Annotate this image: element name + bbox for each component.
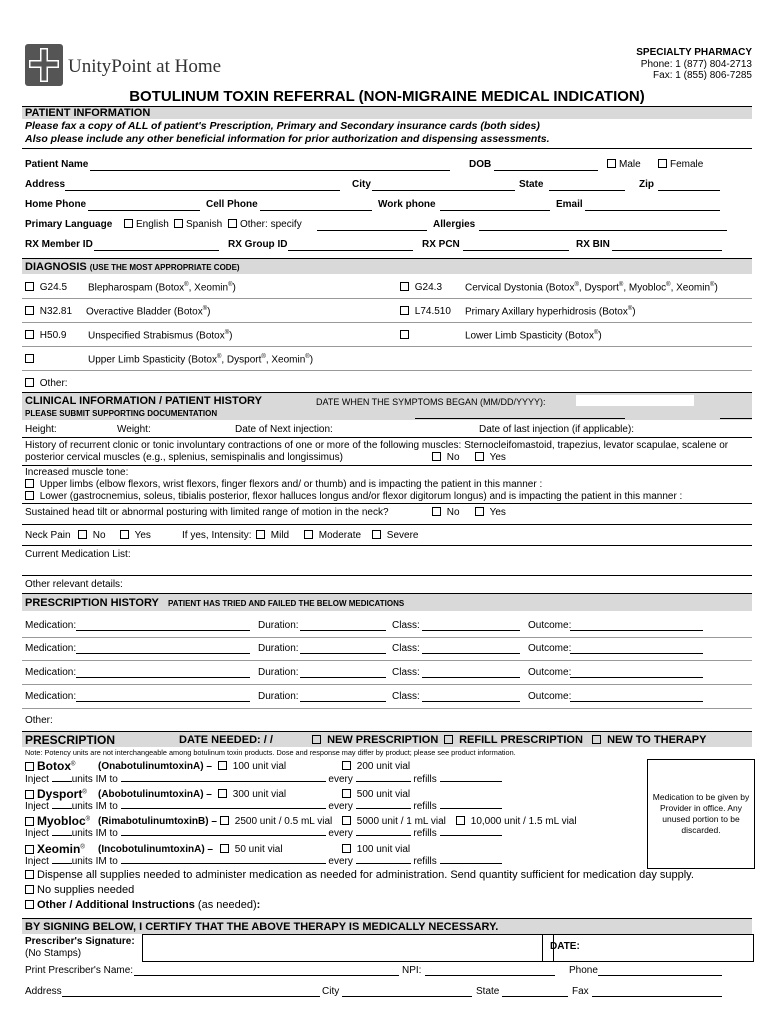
new-therapy-checkbox[interactable] (592, 735, 601, 744)
history-duration-field[interactable] (300, 653, 386, 654)
other-language-checkbox[interactable] (228, 219, 237, 228)
diagnosis-title: DIAGNOSIS (25, 261, 87, 273)
last-injection-label: Date of last injection (if applicable): (479, 424, 635, 435)
xeomin-50-checkbox[interactable] (220, 844, 229, 853)
xeomin-generic: (IncobotulinumtoxinA) – (98, 844, 213, 855)
history-class-field[interactable] (422, 630, 520, 631)
male-label: Male (619, 159, 641, 170)
form-title: BOTULINUM TOXIN REFERRAL (NON-MIGRAINE MEDICAL INDICATION) (129, 88, 645, 105)
dispense-option[interactable]: Dispense all supplies needed to administer medication as needed for administration. Send quantity sufficient for medication day supply. (25, 869, 694, 881)
no-stamps-label: (No Stamps) (25, 948, 82, 959)
female-option[interactable] (658, 159, 703, 170)
primary-language-label: Primary Language (25, 219, 113, 230)
xeomin-100-checkbox[interactable] (342, 844, 351, 853)
print-name-field[interactable] (134, 975, 399, 976)
spanish-option[interactable] (174, 219, 222, 230)
dysport-checkbox[interactable] (25, 790, 34, 799)
history-text-2: posterior cervical muscles (e.g., splenius, semispinalis and longissimus) (25, 452, 343, 463)
dob-field[interactable] (494, 170, 598, 171)
mild-checkbox[interactable] (256, 530, 265, 539)
male-checkbox[interactable] (607, 159, 616, 168)
prescriber-phone-label: Phone (569, 965, 598, 976)
l74510-code: L74.510 (414, 306, 451, 317)
lower-limbs-checkbox[interactable] (25, 491, 34, 500)
rx-pcn-label: RX PCN (422, 239, 460, 250)
prescriber-fax-field[interactable] (592, 996, 722, 997)
moderate-option[interactable]: Moderate (304, 530, 361, 541)
other-language-field[interactable] (317, 230, 427, 231)
botox-checkbox[interactable] (25, 762, 34, 771)
h509-checkbox[interactable] (25, 330, 34, 339)
diag-other-label: Other: (39, 378, 68, 389)
spanish-checkbox[interactable] (174, 219, 183, 228)
female-checkbox[interactable] (658, 159, 667, 168)
diag-g245[interactable] (25, 282, 67, 293)
history-other-label: Other: (25, 715, 53, 726)
lower-limb-checkbox[interactable] (400, 330, 409, 339)
cell-phone-field[interactable] (260, 210, 372, 211)
xeomin-50-option[interactable]: 50 unit vial (220, 844, 283, 855)
h509-desc: Unspecified Strabismus (Botox®) (88, 330, 233, 342)
botox-200-option[interactable]: 200 unit vial (342, 761, 410, 772)
no-supplies-checkbox[interactable] (25, 885, 34, 894)
dysport-500-option[interactable]: 500 unit vial (342, 789, 410, 800)
intensity-label: If yes, Intensity: (182, 530, 252, 541)
other-language-option[interactable] (228, 219, 302, 230)
female-label: Female (670, 159, 704, 170)
potency-note: Note: Potency units are not interchangeable among botulinum toxin products. Dose and response may differ by product; please see product information. (25, 748, 516, 757)
botox-100-option[interactable]: 100 unit vial (218, 761, 286, 772)
diag-g243[interactable] (400, 282, 442, 293)
home-phone-label: Home Phone (25, 199, 87, 210)
state-label: State (519, 179, 544, 190)
dysport-generic: (AbobotulinumtoxinA) – (98, 789, 212, 800)
tilt-yes-checkbox[interactable] (475, 507, 484, 516)
rx-history-note: PATIENT HAS TRIED AND FAILED THE BELOW MEDICATIONS (168, 599, 405, 608)
lower-limbs-option[interactable]: Lower (gastrocnemius, soleus, tibialis posterior, flexor halluces longus and/or flexor digitorum longus) and is impacting the patient in this manner : (25, 491, 682, 502)
pharmacy-fax: Fax: 1 (855) 806-7285 (653, 70, 752, 81)
symptoms-date-field[interactable] (576, 395, 694, 406)
n3281-code: N32.81 (39, 306, 73, 317)
no-supplies-option[interactable]: No supplies needed (25, 884, 134, 896)
history-duration-field[interactable] (300, 677, 386, 678)
state-field[interactable] (549, 190, 625, 191)
rx-bin-label: RX BIN (576, 239, 610, 250)
height-label: Height: (25, 424, 57, 435)
mild-option[interactable]: Mild (256, 530, 289, 541)
myobloc-option[interactable]: Myobloc® (25, 814, 90, 828)
clinical-title: CLINICAL INFORMATION / PATIENT HISTORY (25, 395, 262, 407)
history-yes-checkbox[interactable] (475, 452, 484, 461)
history-class-field[interactable] (422, 701, 520, 702)
npi-field[interactable] (425, 975, 555, 976)
prescriber-address-label: Address (25, 986, 62, 997)
l74510-desc: Primary Axillary hyperhidrosis (Botox®) (465, 306, 636, 318)
prescription-title: PRESCRIPTION (25, 733, 116, 747)
neck-no-checkbox[interactable] (78, 530, 87, 539)
symptoms-date-label: DATE WHEN THE SYMPTOMS BEGAN (MM/DD/YYYY): (316, 397, 546, 407)
rx-history-header (22, 593, 752, 611)
myobloc-5000-option[interactable]: 5000 unit / 1 mL vial (342, 816, 446, 827)
rx-group-id-field[interactable] (288, 250, 413, 251)
cell-phone-label: Cell Phone (206, 199, 258, 210)
dob-label: DOB (469, 159, 492, 170)
neck-yes[interactable]: Yes (120, 530, 151, 541)
rx-member-id-label: RX Member ID (25, 239, 93, 250)
g243-checkbox[interactable] (400, 282, 409, 291)
prescriber-city-label: City (322, 986, 340, 997)
g243-code: G24.3 (414, 282, 443, 293)
myobloc-generic: (RimabotulinumtoxinB) – (98, 816, 217, 827)
l74510-checkbox[interactable] (400, 306, 409, 315)
moderate-checkbox[interactable] (304, 530, 313, 539)
pharmacy-contact (636, 47, 752, 82)
prescriber-address-field[interactable] (62, 996, 320, 997)
npi-label: NPI: (402, 965, 422, 976)
new-rx-checkbox[interactable] (312, 735, 321, 744)
upper-limb-desc: Upper Limb Spasticity (Botox®, Dysport®, Xeomin®) (88, 354, 314, 366)
neck-pain-label: Neck Pain (25, 530, 71, 541)
dysport-300-option[interactable]: 300 unit vial (218, 789, 286, 800)
botox-100-checkbox[interactable] (218, 761, 227, 770)
n3281-desc: Overactive Bladder (Botox®) (86, 306, 211, 318)
next-injection-label: Date of Next injection: (235, 424, 333, 435)
botox-inject-row: Inject units IM to every refills (25, 774, 502, 785)
allergies-label: Allergies (433, 219, 476, 230)
diag-h509[interactable] (25, 330, 66, 341)
tilt-no-checkbox[interactable] (432, 507, 441, 516)
history-medication-field[interactable] (76, 653, 250, 654)
spanish-label: Spanish (186, 219, 223, 230)
sig-date-label: DATE: (550, 941, 580, 952)
home-phone-field[interactable] (88, 210, 200, 211)
increased-tone-label: Increased muscle tone: (25, 467, 129, 478)
g245-code: G24.5 (39, 282, 68, 293)
prescriber-phone-field[interactable] (598, 975, 722, 976)
unitypoint-logo-icon (25, 44, 63, 86)
history-duration-field[interactable] (300, 630, 386, 631)
history-duration-field[interactable] (300, 701, 386, 702)
diag-l74510[interactable] (400, 306, 451, 317)
neck-yes-checkbox[interactable] (120, 530, 129, 539)
diag-other[interactable] (25, 378, 68, 389)
refill-rx-option[interactable]: REFILL PRESCRIPTION (444, 732, 583, 748)
pharmacy-phone: Phone: 1 (877) 804-2713 (640, 58, 752, 70)
history-medication-field[interactable] (76, 630, 250, 631)
xeomin-inject-row: Inject units IM to every refills (25, 856, 502, 867)
history-medication-field[interactable] (76, 677, 250, 678)
certify-header: BY SIGNING BELOW, I CERTIFY THAT THE ABOVE THERAPY IS MEDICALLY NECESSARY. (22, 918, 752, 934)
diag-upper-limb[interactable] (25, 354, 37, 365)
date-needed-label: DATE NEEDED: / / (179, 734, 273, 746)
botox-generic: (OnabotulinumtoxinA) – (98, 761, 212, 772)
myobloc-10000-checkbox[interactable] (456, 816, 465, 825)
other-instructions-option[interactable]: Other / Additional Instructions (as needed): (25, 899, 260, 911)
rx-bin-field[interactable] (612, 250, 722, 251)
tilt-no[interactable]: No (432, 507, 460, 518)
signature-field[interactable] (142, 934, 554, 962)
upper-limbs-option[interactable]: Upper limbs (elbow flexors, wrist flexors, finger flexors and/ or thumb) and is impacting the patient in this manner : (25, 479, 542, 490)
botox-200-checkbox[interactable] (342, 761, 351, 770)
new-therapy-option[interactable]: NEW TO THERAPY (592, 732, 706, 748)
g243-desc: Cervical Dystonia (Botox®, Dysport®, Myobloc®, Xeomin®) (465, 282, 718, 294)
work-phone-field[interactable] (440, 210, 550, 211)
city-label: City (352, 179, 371, 190)
g245-checkbox[interactable] (25, 282, 34, 291)
prescriber-fax-label: Fax (572, 986, 589, 997)
rx-pcn-field[interactable] (463, 250, 569, 251)
myobloc-10000-option[interactable]: 10,000 unit / 1.5 mL vial (456, 816, 577, 827)
english-checkbox[interactable] (124, 219, 133, 228)
english-label: English (136, 219, 169, 230)
prescription-header (22, 731, 752, 747)
english-option[interactable] (124, 219, 169, 230)
xeomin-option[interactable]: Xeomin® (25, 842, 85, 856)
myobloc-checkbox[interactable] (25, 817, 34, 826)
prescriber-city-field[interactable] (342, 996, 472, 997)
dysport-inject-row: Inject units IM to every refills (25, 801, 502, 812)
n3281-checkbox[interactable] (25, 306, 34, 315)
dysport-500-checkbox[interactable] (342, 789, 351, 798)
current-med-label: Current Medication List: (25, 549, 131, 560)
clinical-subnote: PLEASE SUBMIT SUPPORTING DOCUMENTATION (25, 409, 218, 418)
clinical-header (22, 392, 752, 420)
logo-text: UnityPoint at Home (68, 56, 222, 77)
other-details-label: Other relevant details: (25, 579, 123, 590)
dispense-checkbox[interactable] (25, 870, 34, 879)
history-outcome-field[interactable] (570, 653, 703, 654)
prescriber-sig-label: Prescriber's Signature: (25, 936, 135, 947)
prescriber-state-field[interactable] (502, 996, 568, 997)
botox-option[interactable]: Botox® (25, 759, 75, 773)
male-option[interactable] (607, 159, 641, 170)
patient-name-field[interactable] (90, 170, 450, 171)
myobloc-5000-checkbox[interactable] (342, 816, 351, 825)
new-rx-option[interactable]: NEW PRESCRIPTION (312, 732, 438, 748)
upper-limb-checkbox[interactable] (25, 354, 34, 363)
diagnosis-header (22, 258, 752, 274)
zip-field[interactable] (658, 190, 720, 191)
history-text-1: History of recurrent clonic or tonic involuntary contractions of one or more of the following muscles: Sternocleifomastoid, trapezius, levator scapulae, scalene or (25, 440, 729, 451)
dysport-option[interactable]: Dysport® (25, 787, 87, 801)
history-class-field[interactable] (422, 653, 520, 654)
myobloc-2500-checkbox[interactable] (220, 816, 229, 825)
diag-other-checkbox[interactable] (25, 378, 34, 387)
address-label: Address (25, 179, 66, 190)
rx-history-title: PRESCRIPTION HISTORY (25, 597, 159, 609)
neck-no[interactable]: No (78, 530, 106, 541)
patient-name-label: Patient Name (25, 159, 89, 170)
email-label: Email (556, 199, 583, 210)
allergies-field[interactable] (479, 230, 727, 231)
specialty-pharmacy-label: SPECIALTY PHARMACY (636, 47, 752, 58)
history-outcome-field[interactable] (570, 677, 703, 678)
provider-note-box: Medication to be given by Provider in office. Any unused portion to be discarded. (647, 759, 755, 869)
history-medication-field[interactable] (76, 701, 250, 702)
upper-limbs-checkbox[interactable] (25, 479, 34, 488)
history-no-checkbox[interactable] (432, 452, 441, 461)
address-field[interactable] (65, 190, 340, 191)
weight-label: Weight: (117, 424, 151, 435)
history-yes[interactable]: Yes (475, 452, 506, 463)
h509-code: H50.9 (39, 330, 67, 341)
myobloc-inject-row: Inject units IM to every refills (25, 828, 502, 839)
history-outcome-field[interactable] (570, 630, 703, 631)
patient-note-1: Please fax a copy of ALL of patient's Prescription, Primary and Secondary insurance cards (both sides) (25, 120, 540, 132)
zip-label: Zip (639, 179, 654, 190)
other-instructions-checkbox[interactable] (25, 900, 34, 909)
diag-n3281[interactable] (25, 306, 72, 317)
lower-limb-desc: Lower Limb Spasticity (Botox®) (465, 330, 602, 342)
work-phone-label: Work phone (378, 199, 436, 210)
diag-lower-limb[interactable] (400, 330, 412, 341)
patient-note-2: Also please include any other beneficial information for prior authorization and dispensing assessments. (25, 133, 550, 145)
city-field[interactable] (372, 190, 515, 191)
rx-member-id-field[interactable] (94, 250, 219, 251)
history-no[interactable]: No (432, 452, 460, 463)
email-field[interactable] (585, 210, 720, 211)
severe-option[interactable]: Severe (372, 530, 418, 541)
myobloc-2500-option[interactable]: 2500 unit / 0.5 mL vial (220, 816, 332, 827)
patient-info-header: PATIENT INFORMATION (22, 106, 752, 119)
prescriber-state-label: State (476, 986, 500, 997)
severe-checkbox[interactable] (372, 530, 381, 539)
print-name-label: Print Prescriber's Name: (25, 965, 134, 976)
g245-desc: Blepharospam (Botox®, Xeomin®) (88, 282, 236, 294)
xeomin-checkbox[interactable] (25, 845, 34, 854)
tilt-yes[interactable]: Yes (475, 507, 506, 518)
history-class-field[interactable] (422, 677, 520, 678)
history-outcome-field[interactable] (570, 701, 703, 702)
rx-group-id-label: RX Group ID (228, 239, 288, 250)
diagnosis-note: (USE THE MOST APPROPRIATE CODE) (89, 263, 240, 272)
refill-rx-checkbox[interactable] (444, 735, 453, 744)
referral-form: UnityPoint at Home SPECIALTY PHARMACY Phone: 1 (877) 804-2713 Fax: 1 (855) 806-7285 BOTULINUM TOXIN REFERRAL (NON-MIGRAINE MEDICAL INDICATION) PATIENT INFORMATION Please fax a copy of ALL of patient's Prescription, Primary and Secondary insurance cards (both sides) Also please include any other beneficial information for prior authorization and dispensing assessments. Patient Name DOB Male Female Address City State Zip Home Phone Cell Phone Work phone Email Primary Language English Spanish Other: specify Allergies RX Member ID RX Group ID RX PCN RX BIN DIAGNOSIS (USE THE MOST APPROPRIATE CODE) G24.5 Blepharospam (Botox®, Xeomin®) G24.3 Cervical Dystonia (Botox®, Dysport®, Myobloc®, Xeomin®) N32.81 Overactive Bladder (Botox®) L74.510 Primary Axillary hyperhidrosis (Botox®) H50.9 Unspecified Strabismus (Botox®) Lower Limb Spasticity (Botox®) Upper Limb Spasticity (Botox®, Dysport®, Xeomin®) Other: CLINICAL INFORMATION / PATIENT HISTORY PLEASE SUBMIT SUPPORTING DOCUMENTATION DATE WHEN THE SYMPTOMS BEGAN (MM/DD/YYYY): Height: Weight: Date of Next injection: Date of last injection (if applicable): History of recurrent clonic or tonic involuntary contractions of one or more of the following muscles: Sternocleifomastoid, trapezius, levator scapulae, scalene or posterior cervical muscles (e.g., splenius, semispinalis and longissimus) No Yes Increased muscle tone: Upper limbs (elbow flexors, wrist flexors, finger flexors and/ or thumb) and is impacting the patient in this manner : Lower (gastrocnemius, soleus, tibialis posterior, flexor halluces longus and/or flexor digitorum longus) and is impacting the patient in this manner : Sustained head tilt or abnormal posturing with limited range of motion in the neck? No Yes Neck Pain No Yes If yes, Intensity: Mild Moderate Severe Current Medication List: Other relevant details: PRESCRIPTION HISTORY PATIENT HAS TRIED AND FAILED THE BELOW MEDICATIONS Medication: Duration: Class: Outcome: Medication: Duration: Class: Outcome: Medication: Duration: Class: Outcome: Medication: Duration: Class: Outcome: Other: PRESCRIPTION DATE NEEDED: / / NEW PRESCRIPTION REFILL PRESCRIPTION NEW TO THERAPY Note: Potency units are not interchangeable among botulinum toxin products. Dose and response may differ by product; please see product information. Botox® (OnabotulinumtoxinA) – 100 unit vial 200 unit vial Inject units IM to every refills Dysport® (AbobotulinumtoxinA) – 300 unit vial 500 unit vial Inject units IM to every refills Myobloc® (RimabotulinumtoxinB) – 2500 unit / 0.5 mL vial 5000 unit / 1 mL vial 10,000 unit / 1.5 mL vial Inject units IM to every refills Xeomin® (IncobotulinumtoxinA) – 50 unit vial 100 unit vial Inject units IM to every refills Medication to be given by Provider in office. Any unused portion to be discarded. Dispense all supplies needed to administer medication as needed for administration. Send quantity sufficient for medication day supply. No supplies needed Other / Additional Instructions (as needed): BY SIGNING BELOW, I CERTIFY THAT THE ABOVE THERAPY IS MEDICALLY NECESSARY. Prescriber's Signature: (No Stamps) DATE: Print Prescriber's Name: NPI: Phone Address City State Fax (22, 0, 752, 1024)
dysport-300-checkbox[interactable] (218, 789, 227, 798)
sustained-tilt-label: Sustained head tilt or abnormal posturing with limited range of motion in the neck? (25, 507, 389, 518)
other-specify-label: Other: specify (240, 219, 302, 230)
xeomin-100-option[interactable]: 100 unit vial (342, 844, 410, 855)
